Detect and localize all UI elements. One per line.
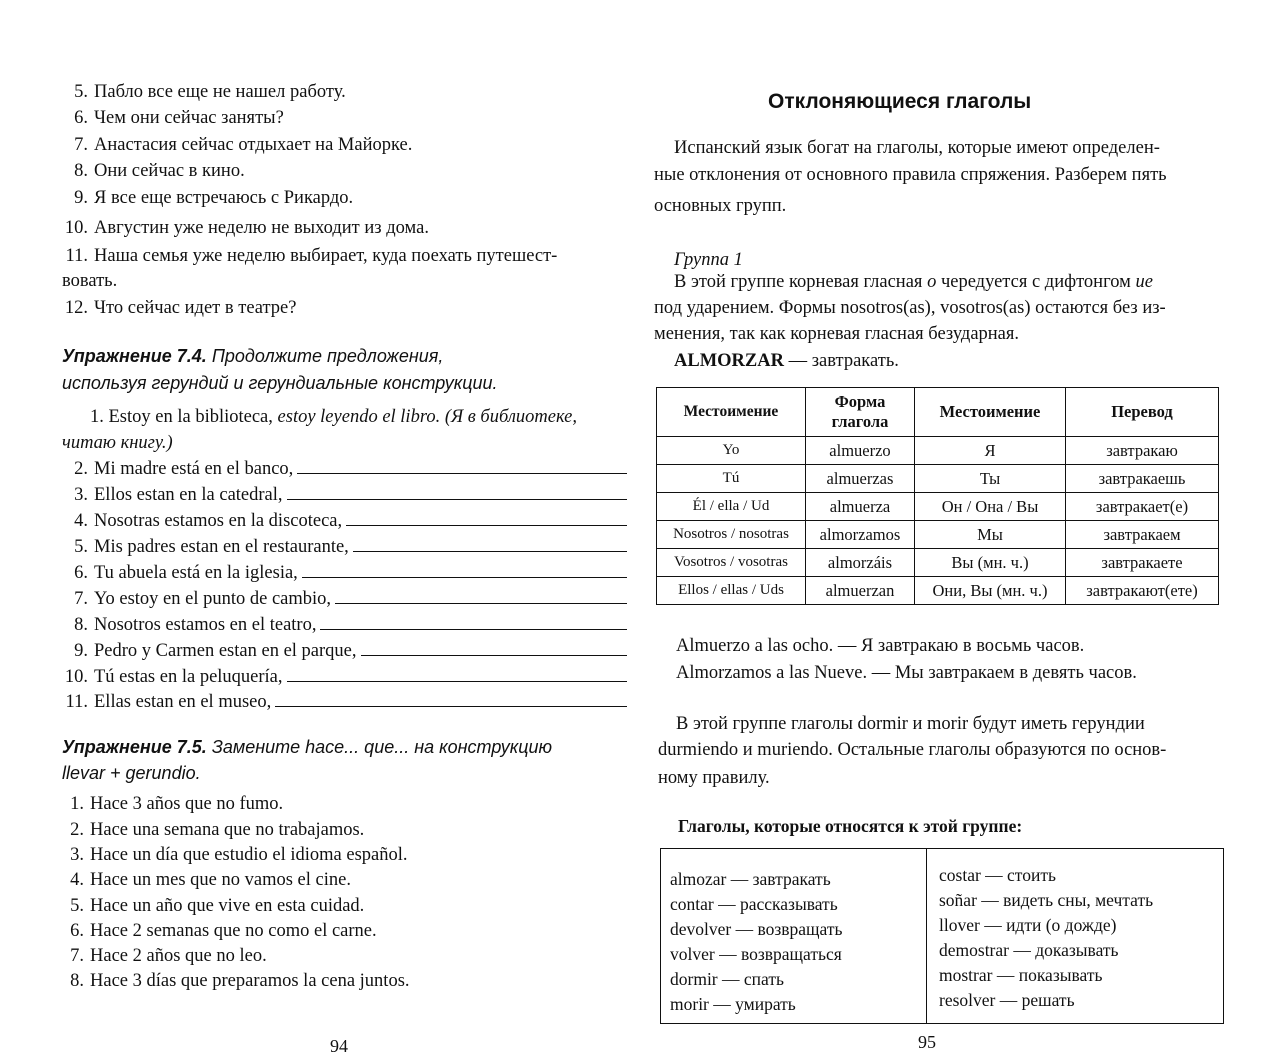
item-number: 7.	[74, 135, 88, 155]
text-italic: ие	[1135, 272, 1153, 292]
table-cell: Él / ella / Ud	[657, 493, 806, 521]
table-body	[657, 437, 1219, 605]
exercise-item	[58, 794, 283, 815]
table-cell: Он / Она / Вы	[915, 493, 1066, 521]
table-row	[657, 437, 1219, 465]
exercise-item	[58, 946, 267, 967]
gerund-text-line-3: ному правилу.	[658, 768, 770, 788]
item-number: 6.	[70, 921, 84, 941]
item-number: 8.	[74, 615, 88, 635]
item-text: Hace un año que vive en esta cuidad.	[90, 896, 365, 916]
exercise-item	[62, 563, 627, 584]
verb-entry: volver — возвращаться	[670, 944, 842, 964]
table-cell: almorzamos	[806, 521, 915, 549]
exercise-item	[58, 971, 410, 992]
table-cell: Они, Вы (мн. ч.)	[915, 577, 1066, 605]
table-cell: almorzáis	[806, 549, 915, 577]
item-number: 10.	[64, 218, 88, 238]
item-text: Mis padres estan en el restaurante,	[94, 537, 349, 557]
item-number: 10.	[64, 667, 88, 687]
table-cell: завтракаем	[1066, 521, 1219, 549]
item-text: Hace 3 años que no fumo.	[90, 794, 284, 814]
verb-translation: — завтракать.	[783, 351, 899, 371]
exercise-item	[62, 537, 627, 558]
exercise-item	[58, 921, 377, 942]
item-text: Анастасия сейчас отдыхает на Майорке.	[94, 135, 413, 155]
gerund-text-line-2: durmiendo и muriendo. Остальные глаголы образуются по основ-	[658, 740, 1167, 760]
column-header: Местоимение	[915, 388, 1066, 437]
table-cell: almuerzo	[806, 437, 915, 465]
verb-entry: mostrar — показывать	[939, 965, 1103, 985]
answer-blank[interactable]	[335, 589, 627, 604]
table-cell: Вы (мн. ч.)	[915, 549, 1066, 577]
table-row	[657, 577, 1219, 605]
example-sentence-2: Almorzamos a las Nueve. — Мы завтракаем в девять часов.	[676, 663, 1137, 683]
table-row	[657, 493, 1219, 521]
intro-line-1: Испанский язык богат на глаголы, которые имеют определен-	[674, 138, 1160, 158]
answer-blank[interactable]	[361, 641, 627, 656]
right-page	[640, 0, 1283, 1052]
item-number: 7.	[70, 946, 84, 966]
page-number: 94	[330, 1036, 348, 1056]
item-number: 2.	[70, 820, 84, 840]
list-item	[62, 298, 296, 319]
text-italic: o	[927, 272, 937, 292]
table-cell: завтракает(е)	[1066, 493, 1219, 521]
table-row	[657, 549, 1219, 577]
item-number: 11.	[65, 246, 88, 266]
exercise-item	[62, 485, 627, 506]
answer-blank[interactable]	[320, 615, 627, 630]
table-cell: Я	[915, 437, 1066, 465]
item-number: 11.	[65, 692, 88, 712]
item-number: 8.	[74, 161, 88, 181]
answer-blank[interactable]	[287, 485, 627, 500]
exercise-7-4-instruction-line2: используя герундий и герундиальные конструкции.	[62, 373, 498, 393]
item-text: Yo estoy en el punto de cambio,	[94, 589, 332, 609]
exercise-instruction: Продолжите предложения,	[211, 346, 444, 366]
group-label: Группа 1	[674, 250, 743, 270]
table-row	[657, 465, 1219, 493]
example-sentence-1: Almuerzo a las ocho. — Я завтракаю в восьмь часов.	[676, 636, 1085, 656]
exercise-item	[62, 667, 627, 688]
item-text: Ellos estan en la catedral,	[94, 485, 283, 505]
item-number: 6.	[74, 563, 88, 583]
exercise-item	[58, 870, 351, 891]
page-number: 95	[918, 1032, 936, 1052]
item-number: 3.	[70, 845, 84, 865]
exercise-item	[62, 511, 627, 532]
item-text: Mi madre está en el banco,	[94, 459, 294, 479]
conjugation-table	[656, 387, 1219, 605]
verb-entry: almozar — завтракать	[670, 869, 831, 889]
verb-list-left	[670, 867, 842, 1017]
verb-entry: costar — стоить	[939, 865, 1056, 885]
item-number: 4.	[70, 870, 84, 890]
item-text: Наша семья уже неделю выбирает, куда поехать путешест-	[94, 246, 558, 266]
example-text: 1. Estoy en la biblioteca,	[90, 407, 278, 427]
left-page	[0, 0, 640, 1056]
table-cell: завтракают(ете)	[1066, 577, 1219, 605]
table-header-row	[657, 388, 1219, 437]
exercise-7-5-heading	[62, 737, 552, 758]
verb-list-box	[660, 848, 1224, 1024]
item-text: Hace un mes que no vamos el cine.	[90, 870, 351, 890]
column-header: Форма глагола	[806, 388, 915, 437]
item-text: Августин уже неделю не выходит из дома.	[94, 218, 429, 238]
table-cell: almuerzan	[806, 577, 915, 605]
text: чередуется с дифтонгом	[936, 272, 1136, 292]
verb-entry: soñar — видеть сны, мечтать	[939, 890, 1154, 910]
item-text: Hace 2 años que no leo.	[90, 946, 267, 966]
verbs-heading: Глаголы, которые относятся к этой группе:	[678, 816, 1023, 836]
item-text: Пабло все еще не нашел работу.	[94, 82, 346, 102]
section-title: Отклоняющиеся глаголы	[768, 90, 1032, 113]
answer-blank[interactable]	[297, 459, 627, 474]
item-text: Я все еще встречаюсь с Рикардо.	[94, 188, 354, 208]
exercise-7-4-example	[90, 407, 577, 428]
intro-line-2: ные отклонения от основного правила спряжения. Разберем пять	[654, 165, 1167, 185]
list-item	[62, 246, 557, 267]
exercise-item	[62, 615, 627, 636]
item-text: Чем они сейчас заняты?	[94, 108, 284, 128]
item-text: Hace un día que estudio el idioma español.	[90, 845, 408, 865]
answer-blank[interactable]	[353, 537, 627, 552]
table-cell: Yo	[657, 437, 806, 465]
item-number: 12.	[64, 298, 88, 318]
list-item	[62, 161, 245, 182]
item-number: 6.	[74, 108, 88, 128]
answer-blank[interactable]	[287, 667, 627, 682]
item-text: Hace 3 días que preparamos la cena juntos.	[90, 971, 410, 991]
list-item	[62, 271, 117, 292]
example-answer: estoy leyendo el libro. (Я в библиотеке,	[277, 407, 577, 427]
item-number: 5.	[74, 82, 88, 102]
exercise-instruction: Замените hace... que... на конструкцию	[211, 737, 553, 757]
item-text: Nosotras estamos en la discoteca,	[94, 511, 343, 531]
table-cell: Nosotros / nosotras	[657, 521, 806, 549]
item-text: Что сейчас идет в театре?	[94, 298, 297, 318]
verb-heading	[674, 351, 899, 372]
table-cell: завтракаете	[1066, 549, 1219, 577]
group-text-line-1	[674, 272, 1153, 293]
table-cell: Ellos / ellas / Uds	[657, 577, 806, 605]
item-number: 8.	[70, 971, 84, 991]
answer-blank[interactable]	[346, 511, 627, 526]
gerund-text-line-1: В этой группе глаголы dormir и morir будут иметь герундии	[676, 714, 1145, 734]
verb-entry: contar — рассказывать	[670, 894, 838, 914]
item-number: 2.	[74, 459, 88, 479]
item-number: 9.	[74, 641, 88, 661]
table-cell: Tú	[657, 465, 806, 493]
table-cell: almuerzas	[806, 465, 915, 493]
answer-blank[interactable]	[302, 563, 627, 578]
group-text-line-3: менения, так как корневая гласная безударная.	[654, 324, 1020, 344]
verb-list-right	[939, 863, 1153, 1013]
list-item	[62, 135, 412, 156]
list-item	[62, 82, 346, 103]
item-number: 5.	[70, 896, 84, 916]
item-text: Hace 2 semanas que no como el carne.	[90, 921, 377, 941]
item-text: вовать.	[62, 271, 118, 291]
item-text: Nosotros estamos en el teatro,	[94, 615, 317, 635]
list-item	[62, 218, 429, 239]
exercise-item	[62, 641, 627, 662]
exercise-7-5-instruction-line2: llevar + gerundio.	[62, 763, 201, 783]
verb-infinitive: ALMORZAR	[674, 351, 784, 371]
group-text-line-2: под ударением. Формы nosotros(as), vosotros(as) остаются без из-	[654, 298, 1166, 318]
exercise-7-4-heading	[62, 346, 443, 367]
item-text: Tu abuela está en la iglesia,	[94, 563, 298, 583]
table-cell: Ты	[915, 465, 1066, 493]
item-number: 3.	[74, 485, 88, 505]
item-number: 7.	[74, 589, 88, 609]
exercise-label: Упражнение 7.4.	[62, 346, 207, 366]
example-translation: читаю книгу.)	[62, 433, 173, 453]
verb-entry: morir — умирать	[670, 994, 796, 1014]
list-item	[62, 108, 284, 129]
table-cell: Мы	[915, 521, 1066, 549]
list-item	[62, 188, 353, 209]
column-header: Местоимение	[657, 388, 806, 437]
exercise-item	[62, 459, 627, 480]
verb-entry: llover — идти (о дожде)	[939, 915, 1117, 935]
item-text: Hace una semana que no trabajamos.	[90, 820, 365, 840]
verb-entry: resolver — решать	[939, 990, 1075, 1010]
item-text: Они сейчас в кино.	[94, 161, 245, 181]
exercise-item	[58, 820, 364, 841]
exercise-item	[58, 845, 408, 866]
item-number: 9.	[74, 188, 88, 208]
table-row	[657, 521, 1219, 549]
item-text: Tú estas en la peluquería,	[94, 667, 283, 687]
item-number: 1.	[70, 794, 84, 814]
exercise-label: Упражнение 7.5.	[62, 737, 207, 757]
item-text: Ellas estan en el museo,	[94, 692, 272, 712]
exercise-item	[62, 692, 627, 713]
item-number: 4.	[74, 511, 88, 531]
item-number: 5.	[74, 537, 88, 557]
text: В этой группе корневая гласная	[674, 272, 928, 292]
verb-entry: dormir — спать	[670, 969, 784, 989]
item-text: Pedro y Carmen estan en el parque,	[94, 641, 357, 661]
verb-entry: devolver — возвращать	[670, 919, 843, 939]
verb-entry: demostrar — доказывать	[939, 940, 1119, 960]
answer-blank[interactable]	[275, 692, 627, 707]
table-cell: завтракаешь	[1066, 465, 1219, 493]
exercise-item	[58, 896, 364, 917]
intro-line-3: основных групп.	[654, 196, 787, 216]
column-divider	[926, 849, 927, 1023]
column-header: Перевод	[1066, 388, 1219, 437]
table-cell: завтракаю	[1066, 437, 1219, 465]
exercise-item	[62, 589, 627, 610]
table-cell: almuerza	[806, 493, 915, 521]
table-cell: Vosotros / vosotras	[657, 549, 806, 577]
